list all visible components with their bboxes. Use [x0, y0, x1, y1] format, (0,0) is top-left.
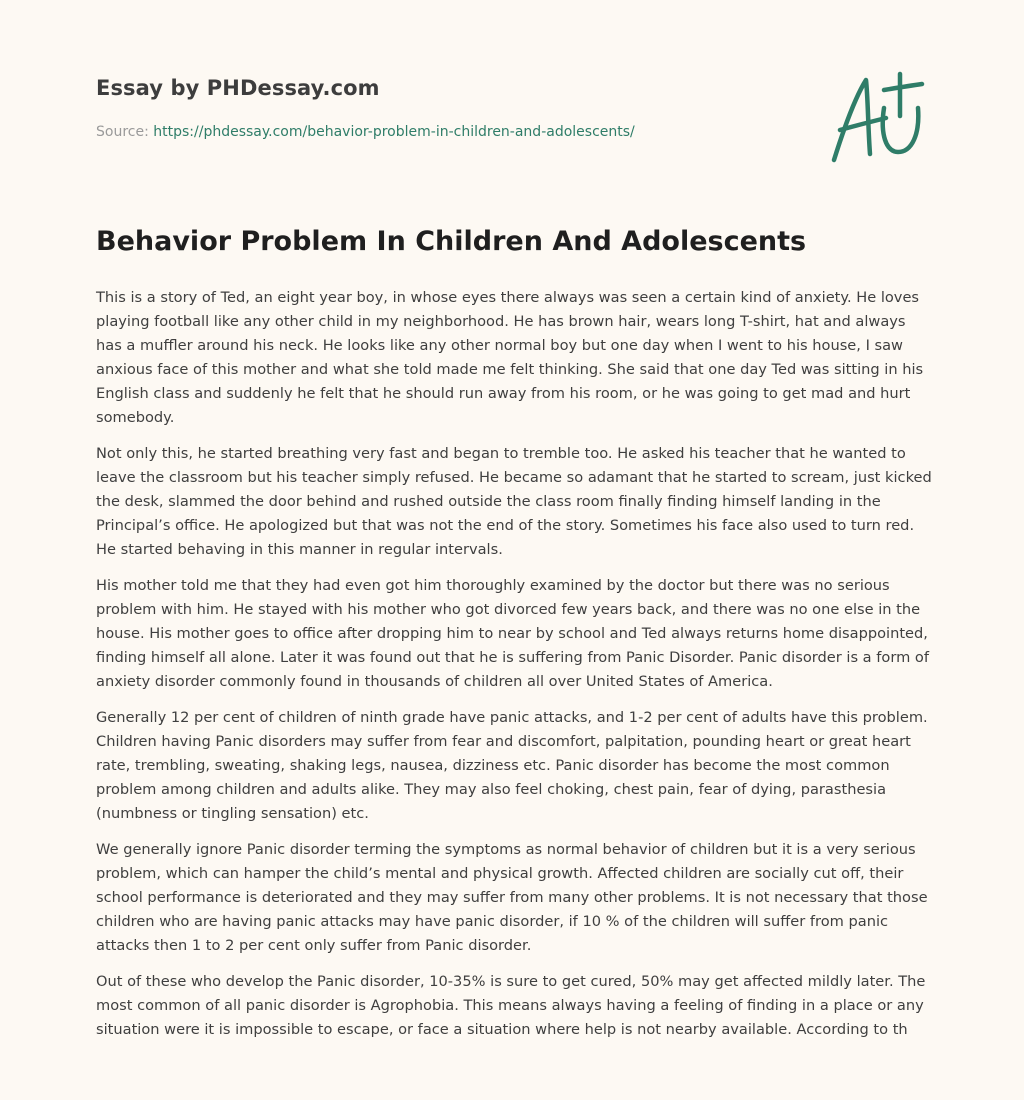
essay-page	[96, 0, 932, 1100]
essay-paragraph: This is a story of Ted, an eight year boy, in whose eyes there always was seen a certain kind of anxiety. He loves playing football like any other child in my neighborhood. He has brown hair, wears long T-shirt, hat and always has a muffler around his neck. He looks like any other normal boy but one day when I went to his house, I saw anxious face of this mother and what she told made me felt thinking. She said that one day Ted was sitting in his English class and suddenly he felt that he should run away from his room, or he was going to get mad and hurt somebody.	[96, 289, 924, 426]
brand-title: Essay by PHDessay.com	[96, 76, 380, 100]
essay-paragraph: His mother told me that they had even got him thoroughly examined by the doctor but there was no serious problem with him. He stayed with his mother who got divorced few years back, and there was no one else in the house. His mother goes to office after dropping him to near by school and Ted always returns home disappointed, finding himself all alone. Later it was found out that he is suffering from Panic Disorder. Panic disorder is a form of anxiety disorder commonly found in thousands of children all over United States of America.	[96, 577, 929, 690]
page-header	[96, 0, 928, 200]
essay-paragraph: Generally 12 per cent of children of ninth grade have panic attacks, and 1-2 per cent of adults have this problem. Children having Panic disorders may suffer from fear and discomfort, palpitation, pounding heart or great heart rate, trembling, sweating, shaking legs, nausea, dizziness etc. Panic disorder has become the most common problem among children and adults alike. They may also feel choking, chest pain, fear of dying, parasthesia (numbness or tingling sensation) etc.	[96, 709, 928, 822]
source-link[interactable]: https://phdessay.com/behavior-problem-in-children-and-adolescents/	[153, 124, 635, 140]
essay-body	[96, 286, 932, 1054]
essay-title: Behavior Problem In Children And Adolescents	[96, 226, 807, 257]
source-line	[96, 124, 635, 140]
essay-paragraph: We generally ignore Panic disorder terming the symptoms as normal behavior of children but it is a very serious problem, which can hamper the child’s mental and physical growth. Affected children are socially cut off, their school performance is deteriorated and they may suffer from many other problems. It is not necessary that those children who are having panic attacks may have panic disorder, if 10 % of the children will suffer from panic attacks then 1 to 2 per cent only suffer from Panic disorder.	[96, 841, 928, 954]
a-plus-grade-icon	[824, 68, 928, 164]
source-label: Source:	[96, 124, 149, 140]
essay-paragraph: Out of these who develop the Panic disorder, 10-35% is sure to get cured, 50% may get affected mildly later. The most common of all panic disorder is Agrophobia. This means always having a feeling of finding in a place or any situation were it is impossible to escape, or face a situation where help is not nearby available. According to th	[96, 973, 926, 1038]
essay-paragraph: Not only this, he started breathing very fast and began to tremble too. He asked his teacher that he wanted to leave the classroom but his teacher simply refused. He became so adamant that he started to scream, just kicked the desk, slammed the door behind and rushed outside the class room finally finding himself landing in the Principal’s office. He apologized but that was not the end of the story. Sometimes his face also used to turn red. He started behaving in this manner in regular intervals.	[96, 445, 932, 558]
